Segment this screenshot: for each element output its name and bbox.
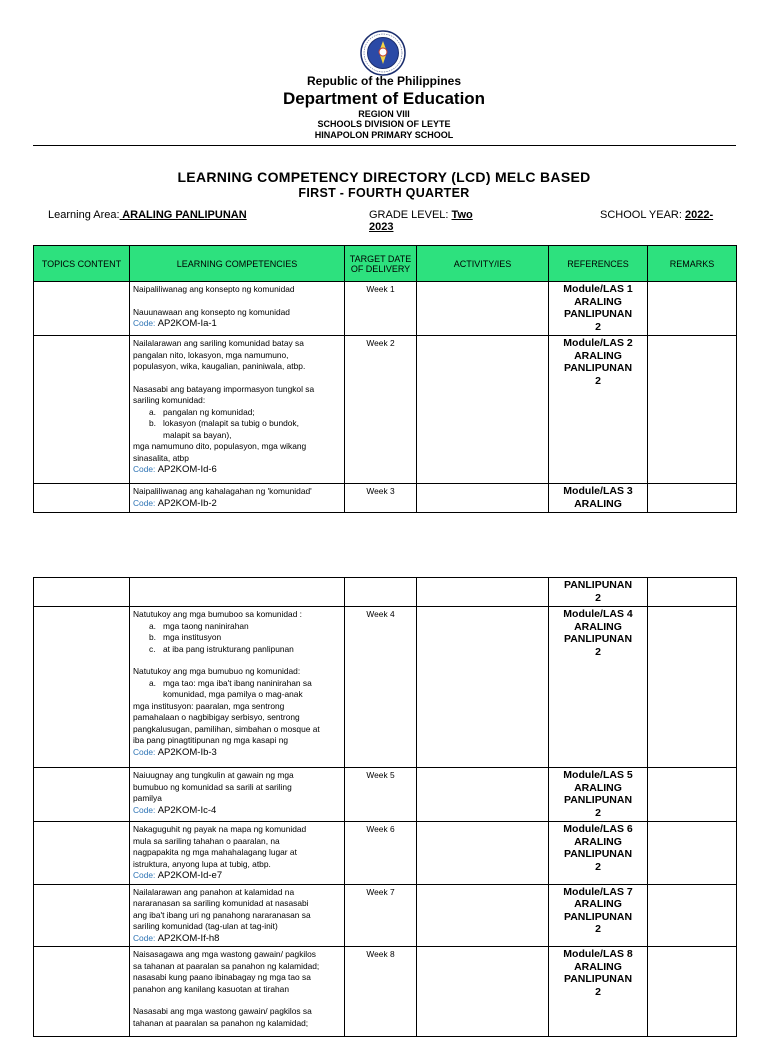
sub-list-text: mga tao: mga iba't ibang naninirahan sa	[163, 677, 312, 688]
reference-cell	[549, 884, 648, 947]
reference-line: Module/LAS 1	[563, 283, 633, 295]
reference-line: 2	[595, 860, 601, 873]
sub-list-item	[149, 418, 341, 430]
sub-list-text: pangalan ng komunidad;	[163, 406, 255, 417]
code-value: AP2KOM-Ib-2	[157, 497, 217, 509]
reference-line: Module/LAS 7	[563, 885, 633, 898]
code-value: AP2KOM-Id-6	[157, 464, 217, 475]
week-cell	[345, 578, 417, 607]
competency-table-page1	[33, 245, 737, 513]
learning-area-label: Learning Area:	[48, 209, 120, 221]
code-label: Code:	[133, 746, 156, 757]
table-row	[34, 484, 737, 513]
reference-line: PANLIPUNAN	[563, 633, 633, 645]
reference-line: PANLIPUNAN	[563, 579, 633, 591]
reference-line: ARALING	[574, 349, 622, 362]
remarks-cell	[648, 768, 737, 822]
competency-text: pamilya	[133, 793, 162, 803]
competency-text: sariling komunidad (tag-ulan at tag-init)	[133, 921, 278, 931]
code-value: AP2KOM-If-h8	[157, 932, 220, 944]
activity-cell	[417, 484, 549, 513]
sub-list-item	[163, 689, 341, 701]
competency-text: Naipaliliwanag ang konsepto ng komunidad	[133, 284, 295, 294]
sub-list-letter: a.	[149, 620, 156, 631]
code-label: Code:	[133, 464, 156, 474]
competency-code	[133, 498, 341, 510]
competency-text: Naisasagawa ang mga wastong gawain/ pagkilos	[133, 949, 316, 959]
topic-cell	[34, 768, 130, 822]
sub-list-text: lokasyon (malapit sa tubig o bundok,	[163, 418, 299, 428]
reference-line: 2	[595, 923, 601, 935]
week-cell: Week 3	[345, 484, 417, 513]
topic-cell	[34, 336, 130, 484]
code-label: Code:	[133, 932, 156, 943]
competency-text: Natutukoy ang mga bumuboo sa komunidad :	[133, 609, 303, 619]
code-value: AP2KOM-Id-e7	[157, 870, 223, 881]
school-year	[600, 209, 713, 221]
document-subtitle: FIRST - FOURTH QUARTER	[298, 186, 470, 200]
competency-text: Nauunawaan ang konsepto ng komunidad	[133, 306, 290, 317]
col-references: REFERENCES	[549, 246, 648, 282]
sub-list	[133, 621, 341, 656]
competency-text: bumubuo ng komunidad sa sarili at sariling	[133, 781, 292, 792]
school-year-value-cont: 2023	[369, 221, 394, 233]
competency-text: Nailalarawan ang panahon at kalamidad na	[133, 886, 295, 897]
region-line: REGION VIII	[358, 109, 410, 119]
reference-line: 2	[595, 374, 601, 387]
week-cell: Week 6	[345, 822, 417, 885]
remarks-cell	[648, 607, 737, 768]
grade-level-label: GRADE LEVEL:	[369, 209, 452, 221]
competency-code	[133, 805, 341, 817]
reference-cell	[549, 607, 648, 768]
competency-text: pangalan nito, lokasyon, mga namumuno,	[133, 349, 289, 360]
remarks-cell	[648, 884, 737, 947]
competency-cell	[130, 768, 345, 822]
reference-cell	[549, 947, 648, 1037]
reference-line: Module/LAS 6	[563, 823, 633, 835]
competency-text: sariling komunidad:	[133, 395, 206, 405]
competency-text: Nailalarawan ang sariling komunidad batay sa	[133, 338, 304, 348]
reference-cell	[549, 282, 648, 336]
competency-text: mula sa sariling tahahan o paaralan, na	[133, 835, 280, 846]
col-target-date: TARGET DATE OF DELIVERY	[345, 246, 417, 282]
competency-code	[133, 870, 341, 882]
competency-cell	[130, 578, 345, 607]
week-cell: Week 5	[345, 768, 417, 822]
topic-cell	[34, 607, 130, 768]
competency-text: nararanasan sa sariling komunidad at nasasabi	[133, 898, 309, 908]
activity-cell	[417, 822, 549, 885]
sub-list	[133, 678, 341, 701]
competency-code	[133, 933, 341, 945]
code-label: Code:	[133, 497, 156, 508]
reference-cell	[549, 768, 648, 822]
reference-line: ARALING	[574, 781, 622, 794]
reference-line: PANLIPUNAN	[563, 848, 633, 860]
activity-cell	[417, 578, 549, 607]
reference-line: PANLIPUNAN	[563, 973, 633, 985]
competency-code	[133, 747, 341, 759]
reference-line: PANLIPUNAN	[563, 910, 633, 923]
code-value: AP2KOM-Ia-1	[157, 318, 217, 329]
reference-line: 2	[595, 591, 601, 604]
competency-text: mga namumuno dito, populasyon, mga wikang	[133, 441, 307, 451]
table-row	[34, 578, 737, 607]
reference-line: 2	[595, 985, 601, 998]
department-name: Department of Education	[282, 89, 486, 108]
activity-cell	[417, 884, 549, 947]
competency-cell	[130, 607, 345, 768]
reference-line: ARALING	[574, 898, 622, 910]
competency-text: Naipaliliwanag ang kahalagahan ng 'komunidad'	[133, 486, 312, 496]
competency-text: mga institusyon: paaralan, mga sentrong	[133, 700, 285, 711]
activity-cell	[417, 336, 549, 484]
competency-text: sinasalita, atbp	[133, 452, 189, 463]
competency-text: nagpapakita ng mga mahahalagang lugar at	[133, 847, 297, 857]
sub-list-item	[149, 677, 341, 690]
table-row	[34, 768, 737, 822]
learning-area-value: ARALING PANLIPUNAN	[119, 209, 247, 221]
week-cell: Week 1	[345, 282, 417, 336]
competency-cell	[130, 336, 345, 484]
week-cell: Week 8	[345, 947, 417, 1037]
reference-line: PANLIPUNAN	[563, 308, 633, 320]
competency-cell	[130, 884, 345, 947]
reference-line: PANLIPUNAN	[563, 794, 633, 806]
table-header-row	[34, 246, 737, 282]
remarks-cell	[648, 484, 737, 513]
topic-cell	[34, 282, 130, 336]
reference-line: PANLIPUNAN	[563, 362, 633, 374]
competency-text: Natutukoy ang mga bumubuo ng komunidad:	[133, 666, 301, 676]
competency-text: istruktura, anyong lupa at tubig, atbp.	[133, 858, 271, 869]
school-year-value: 2022-	[684, 209, 714, 221]
republic-line: Republic of the Philippines	[306, 74, 461, 88]
competency-text: Nakaguguhit ng payak na mapa ng komunidad	[133, 824, 307, 834]
code-label: Code:	[133, 804, 156, 815]
col-activities: ACTIVITY/IES	[417, 246, 549, 282]
competency-text: pangkalusugan, pamilihan, simbahan o mosque at	[133, 723, 320, 734]
sub-list-letter: a.	[149, 406, 156, 417]
activity-cell	[417, 947, 549, 1037]
reference-line: Module/LAS 4	[563, 608, 633, 620]
header-divider	[33, 145, 736, 146]
competency-text: panahon ang kanilang kasuotan at tirahan	[133, 983, 289, 994]
reference-cell	[549, 484, 648, 513]
activity-cell	[417, 768, 549, 822]
competency-text: iba pang pinagtitipunan ng mga kasapi ng	[133, 735, 289, 745]
table-row	[34, 607, 737, 768]
week-cell: Week 4	[345, 607, 417, 768]
reference-cell	[549, 336, 648, 484]
sub-list-item	[163, 430, 341, 442]
competency-text: populasyon, wika, kaugalian, paniniwala, atbp.	[133, 361, 306, 371]
activity-cell	[417, 607, 549, 768]
competency-cell	[130, 822, 345, 885]
topic-cell	[34, 884, 130, 947]
col-learning-competencies: LEARNING COMPETENCIES	[130, 246, 345, 282]
remarks-cell	[648, 822, 737, 885]
learning-area	[48, 209, 247, 221]
sub-list-text: at iba pang istrukturang panlipunan	[163, 643, 294, 654]
topic-cell	[34, 484, 130, 513]
sub-list-text: komunidad, mga pamilya o mag-anak	[163, 689, 303, 699]
remarks-cell	[648, 282, 737, 336]
spacer	[133, 373, 341, 384]
deped-seal-logo	[360, 30, 406, 76]
competency-text: tahanan at paaralan sa panahon ng kalamidad;	[133, 1017, 309, 1028]
sub-list-text: mga taong naninirahan	[163, 620, 249, 631]
reference-cell	[549, 578, 648, 607]
activity-cell	[417, 282, 549, 336]
reference-line: 2	[595, 806, 601, 819]
sub-list-letter: c.	[149, 643, 156, 654]
competency-cell	[130, 484, 345, 513]
table-row	[34, 282, 737, 336]
reference-line: ARALING	[574, 620, 622, 633]
col-remarks: REMARKS	[648, 246, 737, 282]
sub-list-text: mga institusyon	[163, 632, 222, 642]
reference-line: Module/LAS 8	[563, 948, 633, 960]
remarks-cell	[648, 578, 737, 607]
reference-line: Module/LAS 3	[563, 485, 633, 497]
topic-cell	[34, 822, 130, 885]
topic-cell	[34, 578, 130, 607]
reference-cell	[549, 822, 648, 885]
sub-list-text: malapit sa bayan),	[163, 429, 232, 440]
code-label: Code:	[133, 318, 156, 328]
remarks-cell	[648, 947, 737, 1037]
reference-line: 2	[595, 645, 601, 658]
sub-list-item	[149, 620, 341, 633]
competency-text: Nasasabi ang mga wastong gawain/ pagkilos sa	[133, 1006, 312, 1016]
table-row	[34, 336, 737, 484]
grade-level-value: Two	[451, 209, 473, 221]
remarks-cell	[648, 336, 737, 484]
sub-list-item	[149, 643, 341, 656]
competency-cell	[130, 947, 345, 1037]
topic-cell	[34, 947, 130, 1037]
reference-line: ARALING	[574, 835, 622, 848]
grade-level	[369, 209, 473, 233]
competency-cell	[130, 282, 345, 336]
sub-list-item	[149, 632, 341, 644]
competency-text: Nasasabi ang batayang impormasyon tungkol sa	[133, 383, 315, 394]
school-line: HINAPOLON PRIMARY SCHOOL	[314, 130, 454, 140]
sub-list-letter: b.	[149, 418, 156, 428]
reference-line: 2	[595, 320, 601, 333]
sub-list-letter: b.	[149, 632, 156, 642]
spacer	[133, 296, 341, 307]
spacer	[133, 995, 341, 1006]
reference-line: ARALING	[574, 497, 622, 510]
competency-text: Naiuugnay ang tungkulin at gawain ng mga	[133, 770, 294, 780]
code-value: AP2KOM-Ib-3	[157, 746, 217, 758]
document-title: LEARNING COMPETENCY DIRECTORY (LCD) MELC BASED	[177, 169, 591, 185]
week-cell: Week 2	[345, 336, 417, 484]
code-value: AP2KOM-Ic-4	[157, 804, 217, 816]
sub-list-item	[149, 406, 341, 419]
col-topics-content: TOPICS CONTENT	[34, 246, 130, 282]
competency-text: nasasabi kung paano ibinabagay ng mga tao sa	[133, 972, 311, 982]
competency-text: ang iba't ibang uri ng panahong nararanasan sa	[133, 909, 311, 920]
division-line: SCHOOLS DIVISION OF LEYTE	[317, 119, 451, 129]
competency-table-page2	[33, 577, 737, 1037]
school-year-label: SCHOOL YEAR:	[600, 209, 685, 221]
week-cell: Week 7	[345, 884, 417, 947]
competency-code	[133, 318, 341, 330]
sub-list-letter: a.	[149, 677, 156, 688]
table-row	[34, 884, 737, 947]
sub-list	[133, 407, 341, 442]
table-row	[34, 947, 737, 1037]
reference-line: ARALING	[574, 295, 622, 308]
code-label: Code:	[133, 870, 156, 880]
reference-line: ARALING	[574, 960, 622, 973]
competency-code	[133, 464, 341, 476]
competency-text: sa tahanan at paaralan sa panahon ng kalamidad;	[133, 960, 320, 971]
competency-text: pamahalaan o nagbibigay serbisyo, sentrong	[133, 712, 300, 722]
spacer	[133, 655, 341, 666]
reference-line: Module/LAS 5	[563, 769, 633, 781]
reference-line: Module/LAS 2	[563, 337, 633, 349]
table-row	[34, 822, 737, 885]
